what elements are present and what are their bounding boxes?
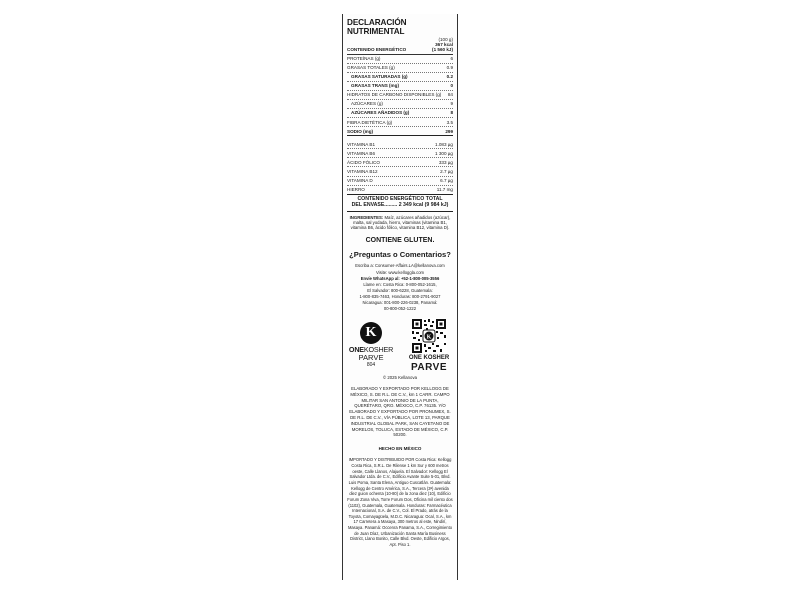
energy-kcal: 367 kcal	[435, 42, 453, 48]
contact-line: Escriba a: Consumer-Affairs.LA@kellanova.com	[355, 263, 445, 269]
nutrient-label: PROTEÍNAS (g)	[347, 56, 381, 62]
manufacturer-info: ELABORADO Y EXPORTADO POR KELLOGG DE MÉXICO, S. DE R.L. DE C.V., km 1 CARR. CAMPO MILITAR SAN ANTONIO DE LA PUNTA, QUERÉTARO, QRO. MÉXICO, C.P. 76135. Y/O ELABORADO Y EXPORTADO POR PRONUMEX, S. DE R.L. DE C.V., VÍA PÚBLICA, LOTE 13, PARQUE INDUSTRIAL GLOBAL PARK, SAN CAYETANO DE MORELOS, TOLUCA, ESTADO DE MÉXICO, C.P. 50200.	[349, 386, 451, 438]
contact-line: 1-800-835-7463, Honduras: 800-2791-9027	[359, 293, 441, 299]
qr-kosher-logo	[405, 318, 453, 373]
nutrient-value: 84	[447, 92, 453, 98]
vitamin-value: 333 µg	[438, 159, 453, 165]
ingredients-text: Maíz, azúcares añadidos (azúcar), malta, sal yodada, hierro, vitaminas (vitamina B1, vitamina B6, ácido fólico, vitamina B12, vitamina D).	[350, 214, 451, 231]
vitamin-value: 11.7 mg	[436, 186, 453, 192]
total-energy-line2: DEL ENVASE......... 2 349 kcal (9 984 kJ)	[351, 201, 449, 208]
nutrient-label: FIBRA DIETÉTICA (g)	[347, 119, 393, 125]
contact-line: 00-800-052-1222	[383, 306, 417, 312]
nutrient-value: 0.9	[446, 65, 453, 71]
kosher-number: 804	[366, 362, 376, 369]
vitamin-label: VITAMINA D	[347, 177, 373, 183]
nutrient-label: GRASAS SATURADAS (g)	[351, 74, 408, 80]
nutrient-label: AZÚCARES AÑADIDOS (g)	[351, 110, 410, 116]
vitamin-label: VITAMINA B6	[347, 150, 375, 156]
contact-line: Llame en: Costa Rica: 0-800-052-1615,	[363, 281, 437, 287]
contact-line: Nicaragua: 001-800-226-0238, Panamá:	[362, 299, 438, 305]
nutrient-row	[347, 73, 453, 82]
contact-line: Envíe WhatsApp al: +52-1-800-005-3556	[360, 275, 440, 281]
contact-info	[347, 263, 453, 312]
nutrient-value: 0	[450, 83, 453, 89]
gluten-warning: CONTIENE GLUTEN.	[365, 236, 435, 244]
kosher-one: ONE	[348, 345, 364, 355]
vitamin-row	[347, 140, 453, 149]
vitamin-value: 6.7 µg	[440, 177, 453, 183]
nutrient-label: GRASAS TOTALES (g)	[347, 65, 395, 71]
nutrient-value: 9	[450, 101, 453, 107]
vitamin-row	[347, 158, 453, 167]
copyright: © 2025 Kellanova	[383, 375, 417, 381]
nutrient-value: 0.2	[446, 74, 453, 80]
contact-line: Visite: www.kelloggla.com	[375, 269, 425, 275]
energy-row	[347, 47, 453, 54]
vitamin-row	[347, 186, 453, 195]
nutrition-label-panel	[342, 14, 458, 580]
vitamin-row	[347, 167, 453, 176]
energy-kj: (1 560 kJ)	[432, 47, 453, 53]
qr-code-icon	[411, 318, 447, 354]
vitamin-label: VITAMINA B12	[347, 168, 378, 174]
vitamin-label: ÁCIDO FÓLICO	[347, 159, 380, 165]
total-energy	[347, 197, 453, 212]
energy-label: CONTENIDO ENERGÉTICO	[347, 47, 407, 53]
nutrient-row	[347, 109, 453, 118]
nutrient-row	[347, 100, 453, 109]
vitamin-value: 1.083 µg	[435, 141, 453, 147]
questions-heading: ¿Preguntas o Comentarios?	[349, 249, 451, 259]
made-in-mexico: HECHO EN MÉXICO	[378, 446, 422, 452]
ok-kosher-logo	[347, 318, 395, 369]
kosher-parve: PARVE	[358, 353, 384, 363]
qr-kosher-wordmark: ONE KOSHER	[408, 355, 450, 362]
nutrient-value: 3.5	[446, 119, 453, 125]
nutrient-value: 299	[445, 128, 453, 134]
contact-line: El Salvador: 800-6228, Guatemala:	[367, 287, 433, 293]
nutrient-value: 6	[450, 56, 453, 62]
nutrient-label: AZÚCARES (g)	[351, 101, 383, 107]
vitamin-value: 1 300 µg	[435, 150, 453, 156]
importer-info: IMPORTADO Y DISTRIBUIDO POR Costa Rica: Kellogg Costa Rica, S.R.L. De Rilense 1 km Sur y 600 metros oeste, Calle Llanos, Alajuela. El Salvador: Kellogg El Salvador Ltda. de C.V., Edificio Avante Suite 5-01, Blvd. Luis Poma, Santa Elena, Antiguo Cuscatlán. Guatemala: Kellogg de Centro América, S.A., Tercera (3ª) avenida diez guion ochenta (10-80) de la zona diez (10), Edificio Forum Zona Viva, Torre Forum Dos, Oficina mil ciento dos (1102), Guatemala, Guatemala. Honduras: Farmacéutica Internacional, S.A. de C.V., Col. El Prado, atrás de la Toyota, Comayagüela, M.D.C. Nicaragua: Ocal, S.A., km 17 Carretera a Masaya, 300 metros al este, Nindirí, Masaya. Panamá: Occenra Panama, S.A., Corregimiento de Juan Díaz, Urbanización Santa María Business District, Llano Bonito, Calle Blvd. Oeste, Edificio Argos, Apt. Piso 1.	[347, 457, 453, 548]
kosher-kosher: KOSHER	[363, 345, 394, 355]
qr-kosher-parve: PARVE	[410, 362, 448, 374]
nutrient-label: GRASAS TRANS (mg)	[351, 83, 399, 89]
ingredients	[347, 215, 453, 231]
kosher-section	[347, 318, 453, 374]
vitamin-label: VITAMINA B1	[347, 141, 375, 147]
nutrient-row	[347, 127, 453, 136]
total-energy-line1: CONTENIDO ENERGÉTICO TOTAL	[357, 195, 443, 202]
nutrient-row	[347, 118, 453, 127]
nutrient-label: SODIO (mg)	[347, 128, 374, 134]
nutrient-row	[347, 82, 453, 91]
vitamin-row	[347, 149, 453, 158]
nutrition-title: DECLARACIÓN NUTRIMENTAL	[347, 18, 407, 37]
ingredients-heading: INGREDIENTES:	[349, 214, 384, 220]
nutrient-row	[347, 91, 453, 100]
ok-kosher-icon	[360, 322, 382, 344]
vitamin-value: 2.7 µg	[440, 168, 453, 174]
vitamin-label: HIERRO	[347, 186, 365, 192]
nutrient-row	[347, 64, 453, 73]
svg-text:K: K	[426, 334, 432, 341]
vitamin-row	[347, 177, 453, 186]
nutrient-row	[347, 55, 453, 64]
serving-basis: (100 g)	[438, 36, 453, 42]
nutrient-label: HIDRATOS DE CARBONO DISPONIBLES (g)	[347, 92, 442, 98]
nutrient-value: 8	[450, 110, 453, 116]
